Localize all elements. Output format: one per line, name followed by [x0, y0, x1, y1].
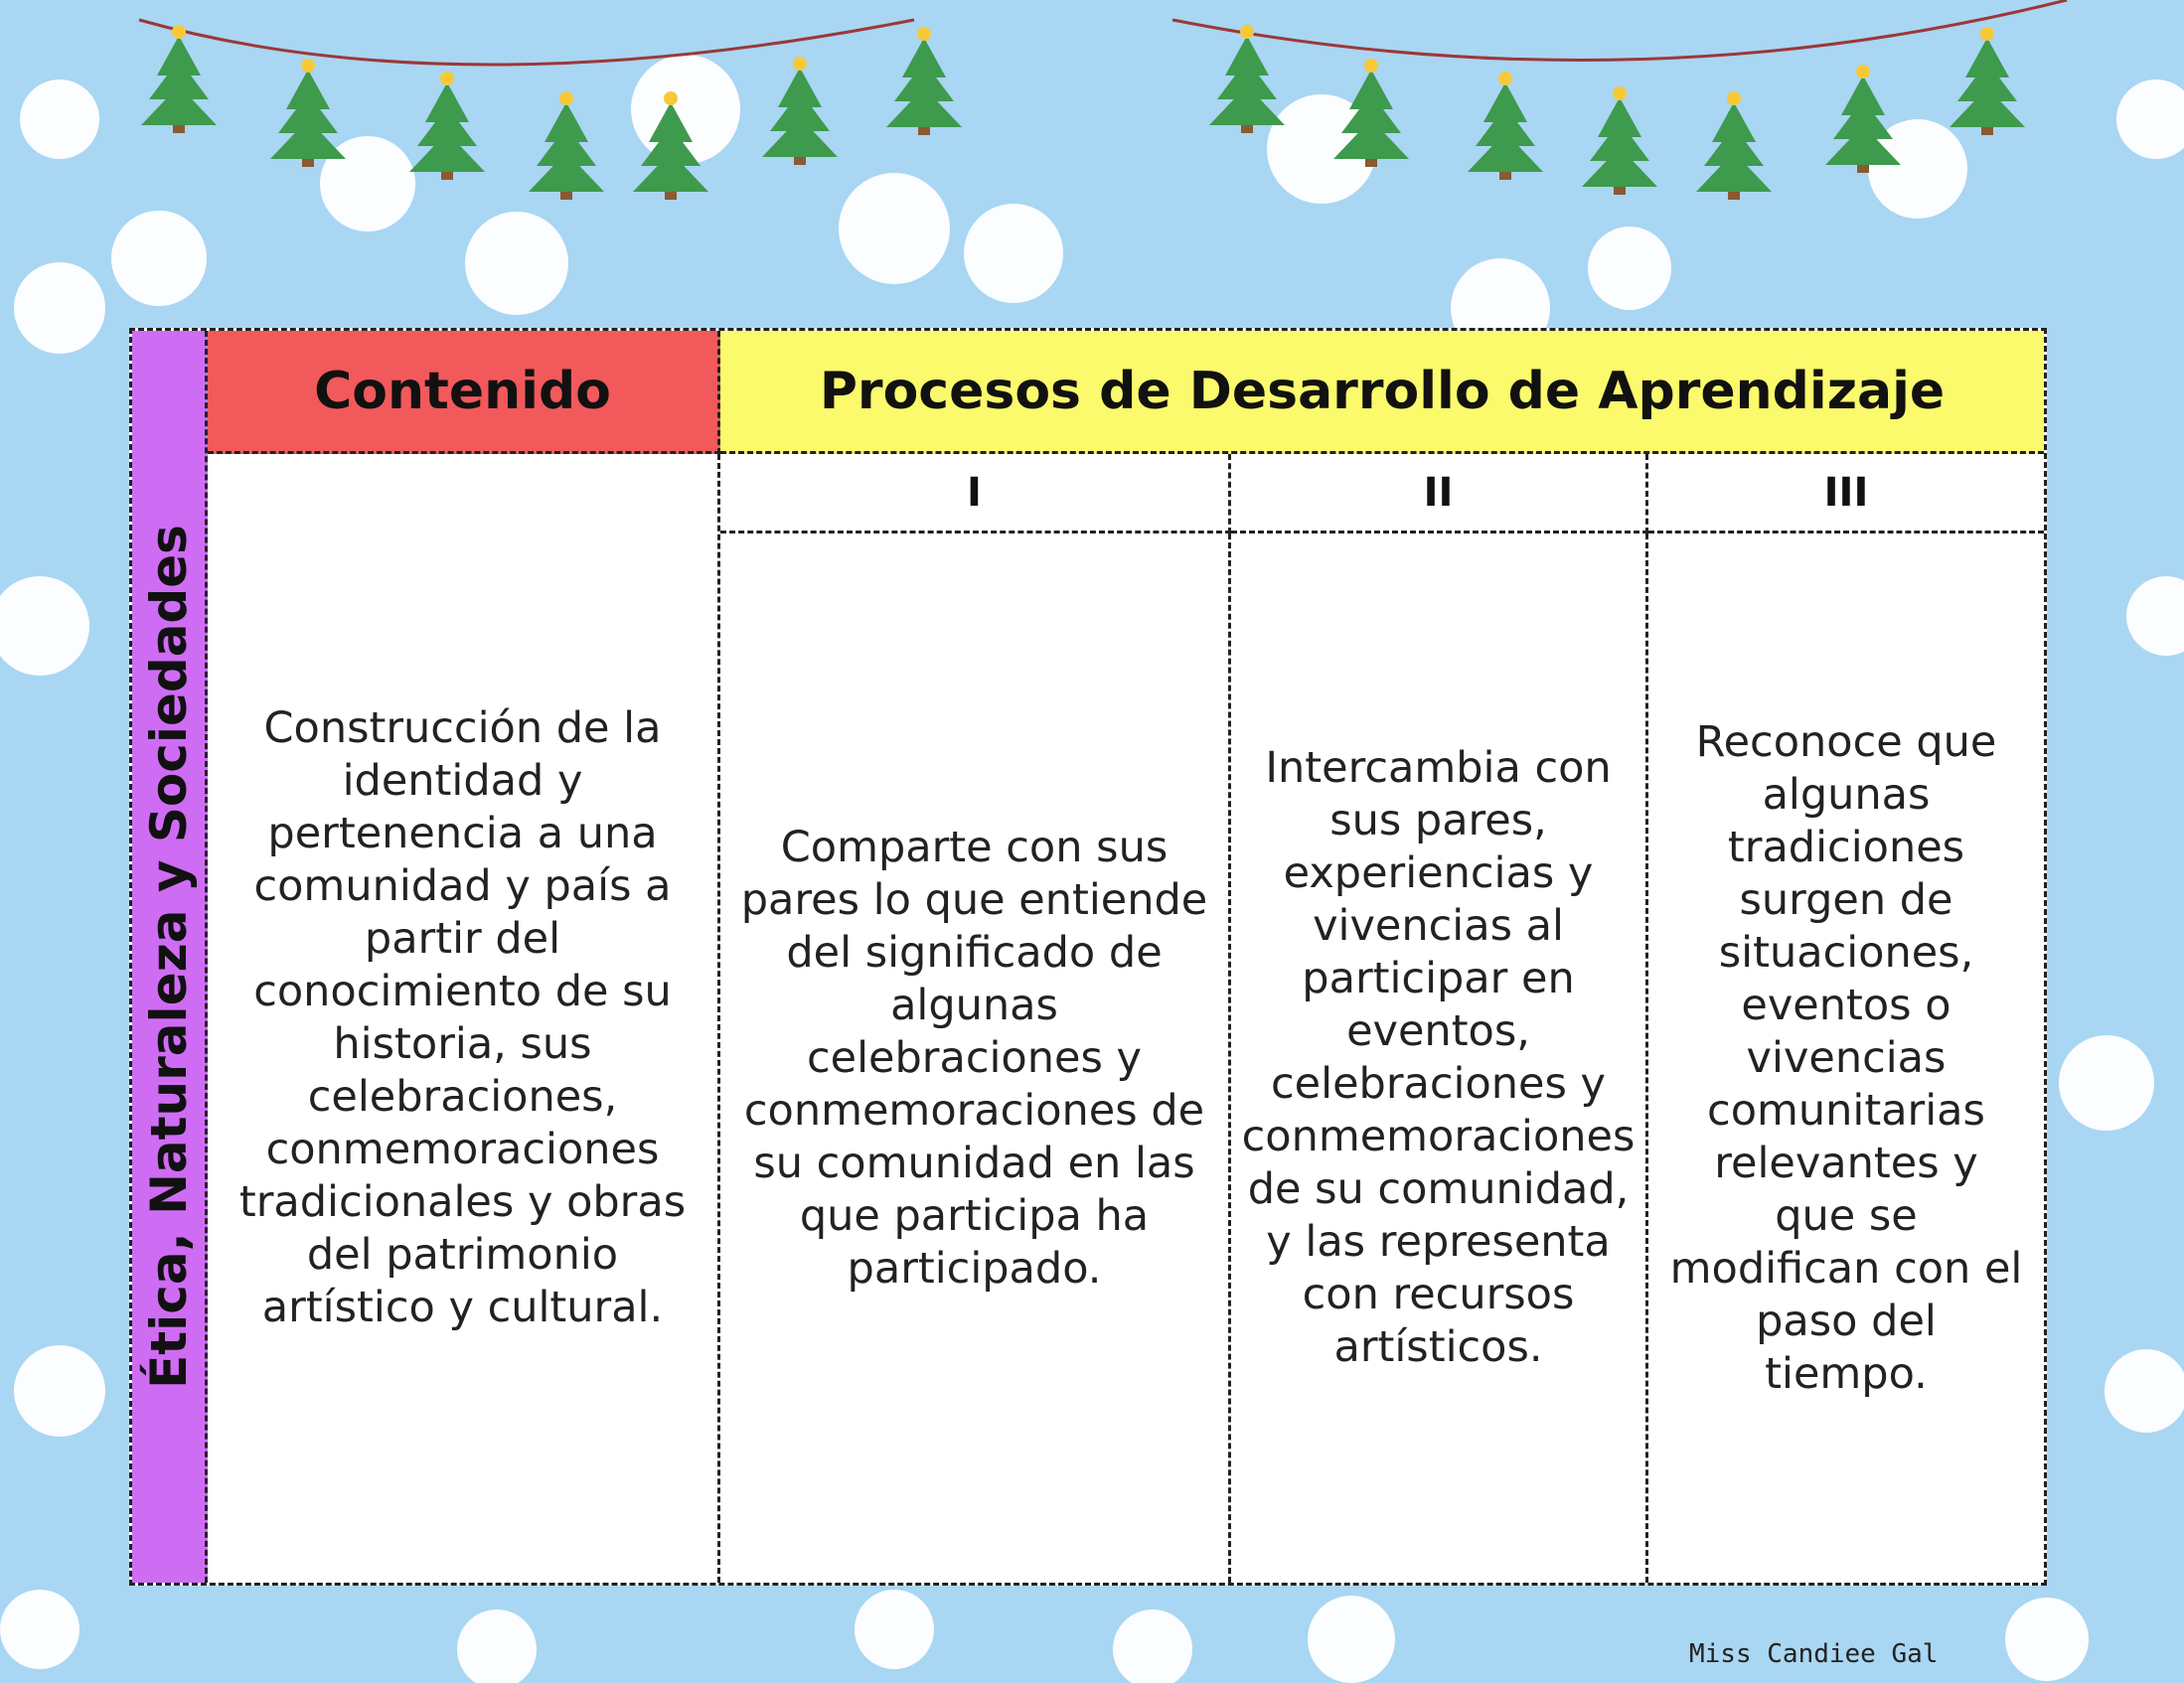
snowball-decoration — [964, 204, 1063, 303]
snowball-decoration — [0, 1590, 79, 1669]
snowball-decoration — [2126, 576, 2184, 656]
christmas-tree-icon — [409, 72, 485, 180]
garland-rope — [1172, 0, 2067, 61]
christmas-tree-icon — [529, 91, 604, 200]
snowball-decoration — [2105, 1349, 2184, 1433]
christmas-tree-icon — [1468, 72, 1543, 180]
snowball-decoration — [0, 576, 89, 676]
christmas-tree-icon — [1950, 27, 2025, 135]
subject-field-column — [132, 331, 208, 1583]
snowball-decoration — [465, 212, 568, 315]
snowball-decoration — [2005, 1598, 2089, 1681]
christmas-tree-icon — [886, 27, 962, 135]
snowball-decoration — [111, 211, 207, 306]
snowball-decoration — [855, 1590, 934, 1669]
christmas-tree-icon — [1696, 91, 1772, 200]
christmas-tree-icon — [1825, 65, 1901, 173]
christmas-tree-icon — [141, 25, 217, 133]
snowball-decoration — [14, 1345, 105, 1437]
snowball-decoration — [2059, 1035, 2154, 1131]
grade-header-iii: III — [1648, 454, 2044, 534]
christmas-tree-garland — [0, 0, 2184, 219]
christmas-tree-icon — [270, 59, 346, 167]
grade-header-ii: II — [1231, 454, 1648, 534]
contenido-cell: Construcción de la identidad y pertenencia a una comunidad y país a partir del conocimiento de su historia, sus celebraciones, conmemoraciones tradicionales y obras del patrimonio artístico y cultural. — [208, 454, 720, 1583]
procesos-header: Procesos de Desarrollo de Aprendizaje — [720, 331, 2044, 454]
proceso-cell-i: Comparte con sus pares lo que entiende del significado de algunas celebraciones y conmemoraciones de su comunidad en las que participa ha participado. — [720, 534, 1231, 1583]
christmas-tree-icon — [633, 91, 708, 200]
subject-field-label: Ética, Naturaleza y Sociedades — [139, 525, 198, 1389]
author-credit: Miss Candiee Gal — [1689, 1639, 1939, 1669]
snowball-decoration — [1113, 1609, 1192, 1683]
snowball-decoration — [1588, 227, 1671, 310]
contenido-header: Contenido — [208, 331, 720, 454]
snowball-decoration — [457, 1609, 537, 1683]
snowball-decoration — [14, 262, 105, 354]
proceso-cell-iii: Reconoce que algunas tradiciones surgen de situaciones, eventos o vivencias comunitarias relevantes y que se modifican con el paso del tiempo. — [1669, 716, 2023, 1399]
learning-table — [129, 328, 2047, 1586]
christmas-tree-icon — [762, 57, 838, 165]
christmas-tree-icon — [1582, 86, 1657, 195]
snowball-decoration — [1308, 1596, 1395, 1683]
proceso-cell-ii: Intercambia con sus pares, experiencias y vivencias al participar en eventos, celebraciones y conmemoraciones de su comunidad, y las representa con recursos artísticos. — [1231, 534, 1648, 1583]
christmas-tree-icon — [1333, 59, 1409, 167]
christmas-tree-icon — [1209, 25, 1285, 133]
grade-header-i: I — [720, 454, 1231, 534]
